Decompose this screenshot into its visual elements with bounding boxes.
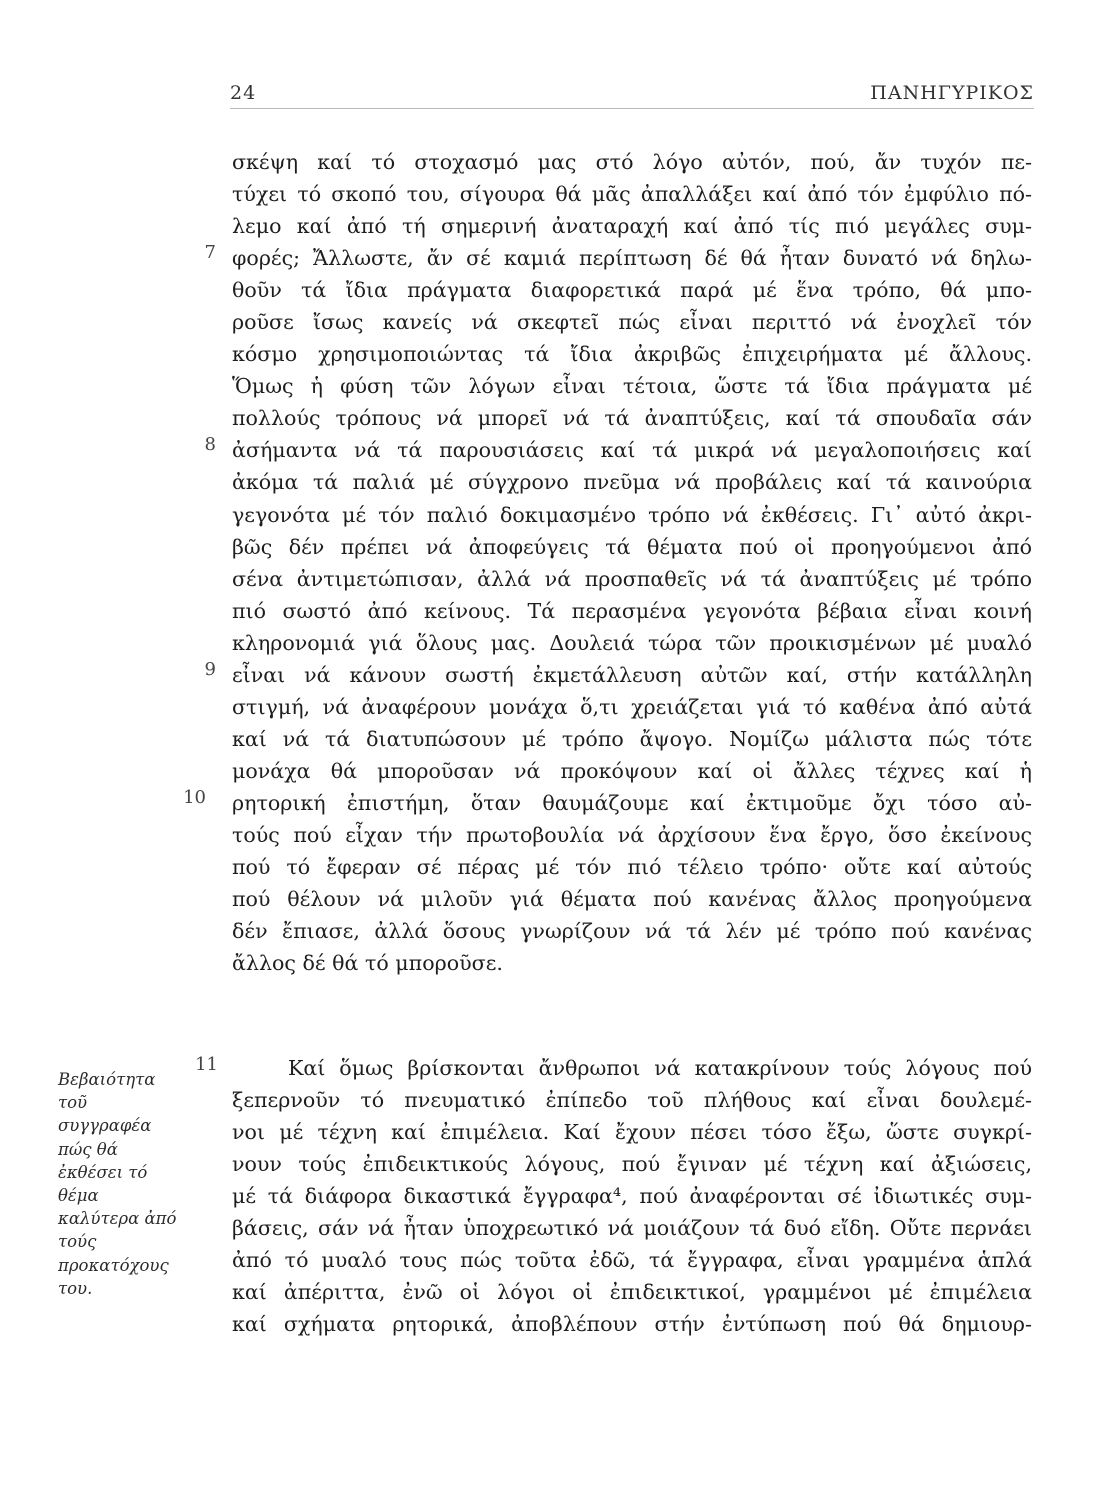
text-line: Ὅμως ἡ φύση τῶν λόγων εἶναι τέτοια, ὥστε τά ἴδια πράγματα μέ [232, 374, 1032, 399]
paragraph-number-8: 8 [204, 434, 216, 455]
text-line: Καί ὅμως βρίσκονται ἄνθρωποι νά κατακρίνουν τούς λόγους πού [288, 1056, 1032, 1080]
text-line: κληρονομιά γιά ὅλους μας. Δουλειά τώρα τῶν προικισμένων μέ μυαλό [232, 630, 1032, 655]
text-line: νοι μέ τέχνη καί ἐπιμέλεια. Καί ἔχουν πέσει τόσο ἔξω, ὥστε συγκρί- [232, 1120, 1032, 1145]
text-line: σένα ἀντιμετώπισαν, ἀλλά νά προσπαθεῖς νά τά ἀναπτύξεις μέ τρόπο [232, 566, 1032, 591]
margin-note-line: του. [58, 1278, 93, 1298]
text-line: πιό σωστό ἀπό κείνους. Τά περασμένα γεγονότα βέβαια εἶναι κοινή [232, 598, 1032, 623]
text-line: μονάχα θά μποροῦσαν νά προκόψουν καί οἱ ἄλλες τέχνες καί ἡ [232, 758, 1032, 783]
margin-note-line: τοῦ [58, 1093, 88, 1113]
text-line: καί σχήματα ρητορικά, ἀποβλέπουν στήν ἐντύπωση πού θά δημιουρ- [232, 1312, 1032, 1337]
text-line: ξεπερνοῦν τό πνευματικό ἐπίπεδο τοῦ πλήθους καί εἶναι δουλεμέ- [232, 1088, 1032, 1113]
text-line: εἶναι νά κάνουν σωστή ἐκμετάλλευση αὐτῶν καί, στήν κατάλληλη [232, 662, 1032, 687]
margin-note-line: συγγραφέα [58, 1116, 152, 1136]
text-line: γεγονότα μέ τόν παλιό δοκιμασμένο τρόπο νά ἐκθέσεις. Γι᾽ αὐτό ἀκρι- [232, 502, 1032, 527]
text-line: μέ τά διάφορα δικαστικά ἔγγραφα⁴, πού ἀναφέρονται σέ ἰδιωτικές συμ- [232, 1184, 1032, 1209]
text-line: νουν τούς ἐπιδεικτικούς λόγους, πού ἔγιναν μέ τέχνη καί ἀξιώσεις, [232, 1152, 1032, 1177]
text-line: πολλούς τρόπους νά μπορεῖ νά τά ἀναπτύξεις, καί τά σπουδαῖα σάν [232, 406, 1032, 431]
text-line: σκέψη καί τό στοχασμό μας στό λόγο αὐτόν, πού, ἄν τυχόν πε- [232, 150, 1032, 174]
running-title: ΠΑΝΗΓΥΡΙΚΟΣ [870, 82, 1034, 104]
text-line: κόσμο χρησιμοποιώντας τά ἴδια ἀκριβῶς ἐπιχειρήματα μέ ἄλλους. [232, 342, 1032, 367]
text-line: καί νά τά διατυπώσουν μέ τρόπο ἄψογο. Νομίζω μάλιστα πώς τότε [232, 726, 1032, 751]
text-line: ἄλλος δέ θά τό μποροῦσε. [232, 951, 503, 976]
text-line: βάσεις, σάν νά ἦταν ὑποχρεωτικό νά μοιάζουν τά δυό εἴδη. Οὔτε περνάει [232, 1216, 1032, 1241]
margin-note-line: τούς [58, 1232, 97, 1252]
text-line: πού θέλουν νά μιλοῦν γιά θέματα πού κανένας ἄλλος προηγούμενα [232, 887, 1032, 912]
text-line: καί ἀπέριττα, ἐνῶ οἱ λόγοι οἱ ἐπιδεικτικοί, γραμμένοι μέ ἐπιμέλεια [232, 1280, 1032, 1305]
text-line: τούς πού εἶχαν τήν πρωτοβουλία νά ἀρχίσουν ἕνα ἔργο, ὅσο ἐκείνους [232, 822, 1032, 847]
text-line: ἀσήμαντα νά τά παρουσιάσεις καί τά μικρά νά μεγαλοποιήσεις καί [232, 438, 1032, 463]
paragraph-number-7: 7 [204, 242, 216, 263]
margin-note-line: ἐκθέσει τό [58, 1162, 148, 1182]
running-header [230, 76, 1034, 104]
paragraph-number-10: 10 [183, 787, 206, 808]
text-line: πού τό ἔφεραν σέ πέρας μέ τόν πιό τέλειο τρόπο· οὔτε καί αὐτούς [232, 855, 1032, 880]
header-rule [230, 108, 1034, 109]
text-line: ροῦσε ἴσως κανείς νά σκεφτεῖ πώς εἶναι περιττό νά ἐνοχλεῖ τόν [232, 310, 1032, 335]
margin-note [58, 1068, 198, 1300]
text-line: τύχει τό σκοπό του, σίγουρα θά μᾶς ἀπαλλάξει καί ἀπό τόν ἐμφύλιο πό- [232, 182, 1032, 207]
text-line: βῶς δέν πρέπει νά ἀποφεύγεις τά θέματα πού οἱ προηγούμενοι ἀπό [232, 534, 1032, 559]
text-line: ἀπό τό μυαλό τους πώς τοῦτα ἐδῶ, τά ἔγγραφα, εἶναι γραμμένα ἁπλά [232, 1248, 1032, 1273]
page-number: 24 [230, 82, 257, 104]
body-text-paragraph-11 [232, 1052, 1032, 1340]
paragraph-number-9: 9 [204, 659, 216, 680]
text-line: λεμο καί ἀπό τή σημερινή ἀναταραχή καί ἀπό τίς πιό μεγάλες συμ- [232, 214, 1032, 239]
margin-note-line: προκατόχους [58, 1255, 169, 1275]
text-line: ρητορική ἐπιστήμη, ὅταν θαυμάζουμε καί ἐκτιμοῦμε ὄχι τόσο αὐ- [232, 790, 1032, 815]
text-line: ἀκόμα τά παλιά μέ σύγχρονο πνεῦμα νά προβάλεις καί τά καινούρια [232, 470, 1032, 495]
margin-note-line: Βεβαιότητα [58, 1070, 156, 1089]
margin-note-line: πώς θά [58, 1139, 118, 1159]
text-line: φορές; Ἄλλωστε, ἄν σέ καμιά περίπτωση δέ θά ἦταν δυνατό νά δηλω- [232, 246, 1032, 271]
text-line: δέν ἔπιασε, ἀλλά ὅσους γνωρίζουν νά τά λέν μέ τρόπο πού κανένας [232, 919, 1032, 944]
margin-note-line: θέμα [58, 1186, 99, 1206]
margin-note-line: καλύτερα ἀπό [58, 1209, 177, 1229]
text-line: θοῦν τά ἴδια πράγματα διαφορετικά παρά μέ ἕνα τρόπο, θά μπο- [232, 278, 1032, 303]
paragraph-number-11: 11 [195, 1054, 218, 1075]
text-line: στιγμή, νά ἀναφέρουν μονάχα ὅ,τι χρειάζεται γιά τό καθένα ἀπό αὐτά [232, 694, 1032, 719]
body-text-continued [232, 146, 1032, 979]
